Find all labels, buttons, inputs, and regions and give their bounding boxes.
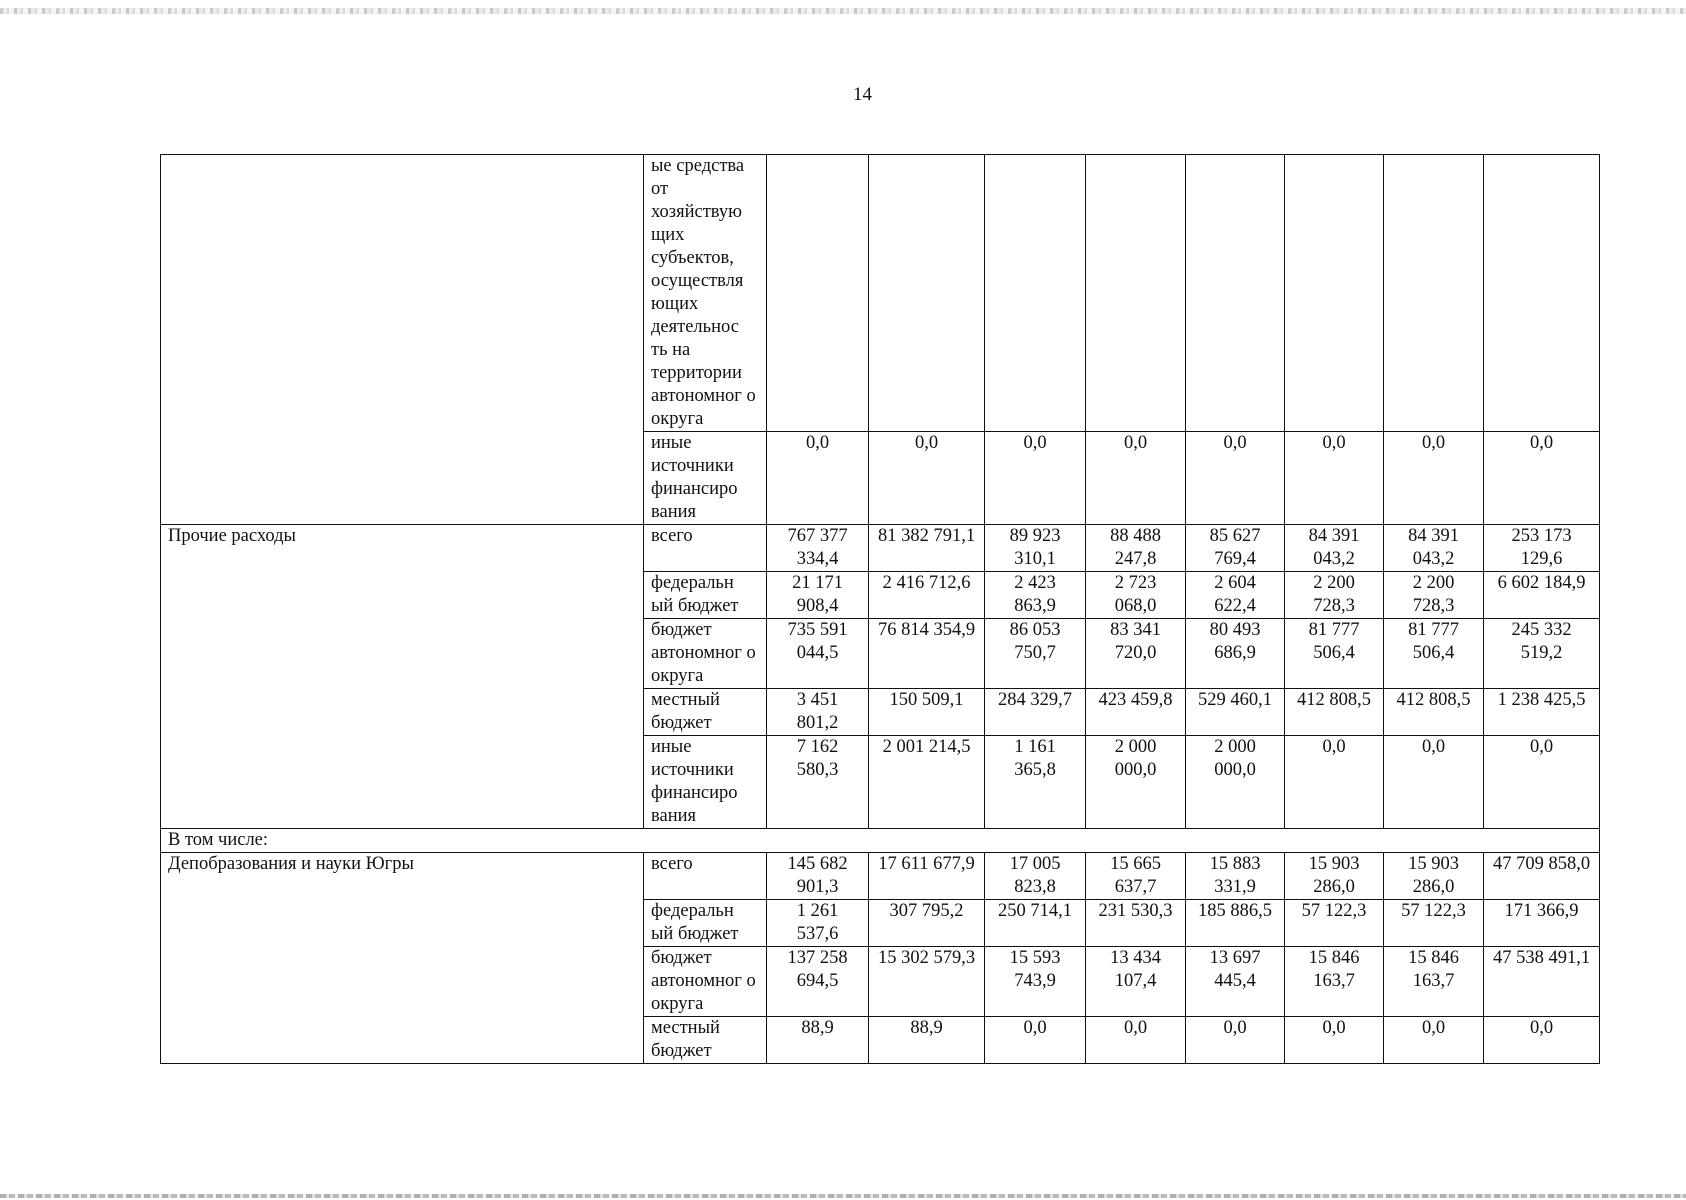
value-cell: 57 122,3 [1285,900,1384,947]
table-row [161,829,1600,853]
value-cell: 57 122,3 [1384,900,1484,947]
value-cell: 137 258 694,5 [767,947,869,1017]
value-cell: 284 329,7 [985,689,1086,736]
value-cell [1086,155,1186,432]
value-cell: 150 509,1 [869,689,985,736]
value-cell [1285,155,1384,432]
funding-source-label: ые средства от хозяйствую щих субъектов, осуществля ющих деятельнос ть на территории автономног о округа [644,155,767,432]
value-cell: 80 493 686,9 [1186,619,1285,689]
funding-source-label: местный бюджет [644,689,767,736]
value-cell: 412 808,5 [1384,689,1484,736]
value-cell: 86 053 750,7 [985,619,1086,689]
value-cell: 0,0 [1285,1017,1384,1064]
value-cell: 89 923 310,1 [985,525,1086,572]
value-cell: 0,0 [985,1017,1086,1064]
value-cell: 2 200 728,3 [1285,572,1384,619]
value-cell: 0,0 [1384,432,1484,525]
value-cell: 0,0 [1285,736,1384,829]
funding-source-label: бюджет автономног о округа [644,619,767,689]
value-cell: 185 886,5 [1186,900,1285,947]
value-cell: 2 416 712,6 [869,572,985,619]
funding-source-label: всего [644,525,767,572]
value-cell: 85 627 769,4 [1186,525,1285,572]
value-cell: 15 593 743,9 [985,947,1086,1017]
page-number: 14 [853,84,872,105]
value-cell: 2 000 000,0 [1086,736,1186,829]
including-label: В том числе: [161,829,1600,853]
value-cell: 0,0 [1384,1017,1484,1064]
value-cell: 88,9 [767,1017,869,1064]
value-cell: 1 238 425,5 [1484,689,1600,736]
program-name-cell: Депобразования и науки Югры [161,853,644,1064]
value-cell: 76 814 354,9 [869,619,985,689]
value-cell: 0,0 [869,432,985,525]
value-cell: 81 777 506,4 [1285,619,1384,689]
value-cell [985,155,1086,432]
table-row [161,525,1600,572]
value-cell: 13 697 445,4 [1186,947,1285,1017]
value-cell: 15 883 331,9 [1186,853,1285,900]
value-cell: 81 777 506,4 [1384,619,1484,689]
value-cell: 17 005 823,8 [985,853,1086,900]
value-cell: 2 423 863,9 [985,572,1086,619]
value-cell: 0,0 [1384,736,1484,829]
value-cell: 0,0 [1086,432,1186,525]
budget-table [160,154,1600,1064]
program-name-cell: Прочие расходы [161,525,644,829]
value-cell: 250 714,1 [985,900,1086,947]
value-cell [1186,155,1285,432]
value-cell: 88 488 247,8 [1086,525,1186,572]
value-cell: 2 723 068,0 [1086,572,1186,619]
value-cell: 6 602 184,9 [1484,572,1600,619]
value-cell: 15 903 286,0 [1285,853,1384,900]
program-name-cell [161,155,644,525]
scan-edge-bottom [0,1194,1686,1198]
value-cell: 83 341 720,0 [1086,619,1186,689]
value-cell: 15 846 163,7 [1285,947,1384,1017]
value-cell: 15 903 286,0 [1384,853,1484,900]
value-cell: 0,0 [1484,736,1600,829]
value-cell: 735 591 044,5 [767,619,869,689]
value-cell: 0,0 [767,432,869,525]
value-cell: 0,0 [1484,432,1600,525]
value-cell: 0,0 [1484,1017,1600,1064]
funding-source-label: всего [644,853,767,900]
value-cell: 0,0 [985,432,1086,525]
value-cell: 47 538 491,1 [1484,947,1600,1017]
value-cell: 245 332 519,2 [1484,619,1600,689]
value-cell: 231 530,3 [1086,900,1186,947]
value-cell: 2 000 000,0 [1186,736,1285,829]
value-cell: 171 366,9 [1484,900,1600,947]
value-cell: 21 171 908,4 [767,572,869,619]
value-cell: 15 302 579,3 [869,947,985,1017]
value-cell: 2 001 214,5 [869,736,985,829]
value-cell [1384,155,1484,432]
value-cell: 1 261 537,6 [767,900,869,947]
value-cell: 2 200 728,3 [1384,572,1484,619]
value-cell: 0,0 [1186,432,1285,525]
value-cell: 0,0 [1285,432,1384,525]
value-cell: 84 391 043,2 [1384,525,1484,572]
value-cell: 0,0 [1086,1017,1186,1064]
value-cell: 529 460,1 [1186,689,1285,736]
scan-edge-top [0,8,1686,14]
funding-source-label: иные источники финансиро вания [644,432,767,525]
value-cell: 13 434 107,4 [1086,947,1186,1017]
value-cell: 3 451 801,2 [767,689,869,736]
value-cell: 15 665 637,7 [1086,853,1186,900]
value-cell [1484,155,1600,432]
value-cell: 47 709 858,0 [1484,853,1600,900]
value-cell: 84 391 043,2 [1285,525,1384,572]
funding-source-label: иные источники финансиро вания [644,736,767,829]
value-cell: 15 846 163,7 [1384,947,1484,1017]
table-row [161,853,1600,900]
value-cell: 2 604 622,4 [1186,572,1285,619]
table-row [161,155,1600,432]
value-cell: 88,9 [869,1017,985,1064]
value-cell: 307 795,2 [869,900,985,947]
value-cell: 253 173 129,6 [1484,525,1600,572]
funding-source-label: федеральн ый бюджет [644,572,767,619]
value-cell: 0,0 [1186,1017,1285,1064]
table-body [161,155,1600,1064]
value-cell: 81 382 791,1 [869,525,985,572]
value-cell: 7 162 580,3 [767,736,869,829]
value-cell: 767 377 334,4 [767,525,869,572]
funding-source-label: бюджет автономног о округа [644,947,767,1017]
funding-source-label: местный бюджет [644,1017,767,1064]
value-cell: 145 682 901,3 [767,853,869,900]
value-cell [767,155,869,432]
value-cell: 17 611 677,9 [869,853,985,900]
value-cell: 412 808,5 [1285,689,1384,736]
value-cell [869,155,985,432]
funding-source-label: федеральн ый бюджет [644,900,767,947]
value-cell: 1 161 365,8 [985,736,1086,829]
value-cell: 423 459,8 [1086,689,1186,736]
